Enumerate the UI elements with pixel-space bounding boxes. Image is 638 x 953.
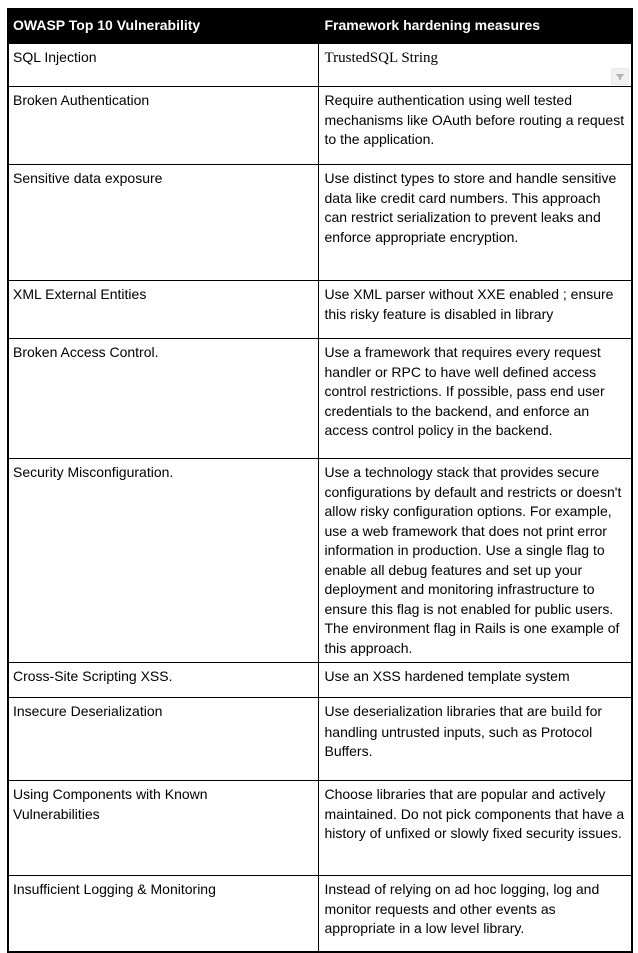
vulnerability-cell <box>8 698 318 781</box>
measure-text: Use a technology stack that provides secure configurations by default and restricts or doesn't allow risky configuration options. For example, use a web framework that does not print error information in production. Use a single flag to enable all debug features and set up your deployment and monitoring infrastructure to ensure this flag is not enabled for public users. The environment flag in Rails is one example of this approach. <box>324 464 622 656</box>
measure-text: Use a framework that requires every request handler or RPC to have well defined access control restrictions. If possible, pass end user credentials to the backend, and enforce an access control policy in the backend. <box>324 344 605 438</box>
table-row <box>8 165 632 281</box>
measure-cell <box>318 165 632 281</box>
measure-cell <box>318 281 632 339</box>
measure-cell <box>318 663 632 698</box>
measure-text-post: for handling untrusted inputs, such as Protocol Buffers. <box>324 703 603 759</box>
table-row <box>8 459 632 663</box>
measure-cell <box>318 876 632 953</box>
table-row <box>8 698 632 781</box>
dropdown-widget-button[interactable] <box>611 68 629 85</box>
vulnerability-cell <box>8 459 318 663</box>
header-cell-vulnerability: OWASP Top 10 Vulnerability <box>8 9 318 44</box>
table-row <box>8 339 632 459</box>
vulnerability-text: Sensitive data exposure <box>13 170 163 186</box>
measure-text: Use XML parser without XXE enabled ; ensure this risky feature is disabled in library <box>324 286 614 322</box>
vulnerability-cell <box>8 281 318 339</box>
measure-text-serif: build <box>550 704 582 720</box>
vulnerability-text: Insecure Deserialization <box>13 703 163 719</box>
table-row <box>8 44 632 87</box>
vulnerability-text: XML External Entities <box>13 286 147 302</box>
vulnerability-text: SQL Injection <box>13 49 97 65</box>
measure-text: Use distinct types to store and handle sensitive data like credit card numbers. This approach can restrict serialization to prevent leaks and enforce appropriate encryption. <box>324 170 617 245</box>
measure-text: Require authentication using well tested mechanisms like OAuth before routing a request to the application. <box>324 92 625 147</box>
table-row <box>8 781 632 876</box>
vulnerability-cell <box>8 87 318 165</box>
table-header-row <box>8 9 632 44</box>
vulnerability-text: Cross-Site Scripting XSS. <box>13 668 173 684</box>
measure-text: Instead of relying on ad hoc logging, log and monitor requests and other events as appropriate in a low level library. <box>324 881 600 936</box>
vulnerability-text: Insufficient Logging & Monitoring <box>13 881 216 897</box>
vulnerability-cell <box>8 781 318 876</box>
table-row <box>8 663 632 698</box>
table-row <box>8 281 632 339</box>
measure-cell <box>318 698 632 781</box>
owasp-hardening-table <box>7 8 633 953</box>
table-row <box>8 87 632 165</box>
table-row <box>8 876 632 953</box>
vulnerability-text: Broken Authentication <box>13 92 150 108</box>
measure-cell <box>318 44 632 87</box>
measure-text-pre: Use deserialization libraries that are <box>324 703 551 719</box>
measure-cell <box>318 339 632 459</box>
vulnerability-cell <box>8 165 318 281</box>
vulnerability-cell <box>8 44 318 87</box>
measure-text: Use an XSS hardened template system <box>324 668 570 684</box>
header-cell-measures: Framework hardening measures <box>318 9 632 44</box>
vulnerability-cell <box>8 876 318 953</box>
measure-cell <box>318 781 632 876</box>
vulnerability-text: Security Misconfiguration. <box>13 464 174 480</box>
vulnerability-text: Broken Access Control. <box>13 344 159 360</box>
vulnerability-cell <box>8 339 318 459</box>
funnel-dropdown-icon <box>614 71 626 83</box>
vulnerability-cell <box>8 663 318 698</box>
measure-cell <box>318 459 632 663</box>
measure-cell <box>318 87 632 165</box>
measure-text-serif: TrustedSQL String <box>324 50 438 66</box>
measure-text: Choose libraries that are popular and actively maintained. Do not pick components that have a history of unfixed or slowly fixed security issues. <box>324 786 625 841</box>
vulnerability-text: Using Components with Known Vulnerabilities <box>13 786 208 822</box>
